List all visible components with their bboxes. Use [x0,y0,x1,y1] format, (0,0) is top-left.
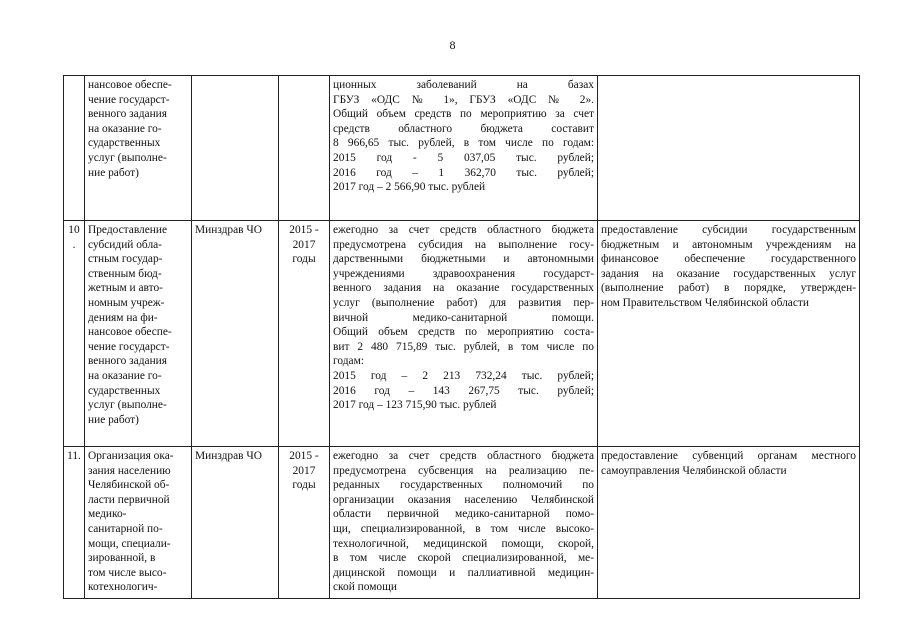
period-cell [279,447,330,599]
row-number [64,76,85,221]
text-line: ном Правительством Челябинской области [601,296,809,309]
text-line: чение государст- [88,93,170,106]
measures-description-cell [330,447,598,599]
text-line: финансовое обеспечение государственного [601,253,856,266]
text-line: ежегодно за счет средств областного бюджета [333,450,594,462]
text-line: услуг (выполне- [88,151,167,164]
text-line: зания населению [88,464,171,477]
text-line: технологичной, медицинской помощи, скорой, [333,537,594,550]
text-line: на оказание го- [88,122,162,135]
text-line: нансовое обеспе- [88,79,172,91]
text-line: ежегодно за счет средств областного бюджета [333,224,594,236]
text-line: учреждениями здравоохранения государст- [333,267,594,280]
executor-cell: Минздрав ЧО [192,447,279,599]
text-line: чение государст- [88,340,170,353]
text-line: щи, специализированной, в том числе высоко- [333,522,594,535]
row-number: 10. [64,221,85,447]
text-line: том числе высо- [88,566,167,579]
text-line: котехнологич- [88,581,158,594]
text-line: средств областного бюджета составит [333,122,594,135]
text-line: реданных государственных полномочий по [333,479,594,492]
program-measures-table [63,75,860,599]
text-line: Общий объем средств по мероприятию за счет [333,108,594,121]
text-line: услуг (выполне- [88,399,167,412]
text-line: 2015 - [289,450,319,462]
text-line: услуг (выполнение работ) для развития пер- [333,296,594,309]
text-line: сударственных [88,137,161,150]
text-line: нансовое обеспе- [88,326,172,339]
table-row [64,76,860,221]
text-line: 2015 - [289,224,319,236]
text-line: организации оказания населению Челябинской [333,493,594,506]
executor-cell: Минздрав ЧО [192,221,279,447]
text-line: (выполнение работ) в порядке, утвержден- [601,282,856,295]
text-line: 2016 год – 143 267,75 тыс. рублей; [333,384,594,397]
text-line: 2015 год - 5 037,05 тыс. рублей; [333,151,594,164]
expected-result-cell [598,447,860,599]
period-cell [279,221,330,447]
text-line: Предоставление [88,224,168,236]
text-line: венного задания [88,355,168,368]
text-line: Организация ока- [88,450,174,462]
text-line: 2017 [292,238,316,251]
text-line: на оказание го- [88,369,162,382]
text-line: самоуправления Челябинской области [601,464,787,477]
text-line: венного задания на оказание государственных [333,282,594,295]
text-line: предоставление субвенций органам местного [601,450,856,462]
text-line: ние работ) [88,166,139,179]
text-line: предусмотрена субсвенция на реализацию пе- [333,464,594,477]
expected-result-cell [598,76,860,221]
text-line: Общий объем средств по мероприятию соста- [333,326,594,339]
table-row [64,447,860,599]
table-row [64,221,860,447]
text-line: вит 2 480 715,89 тыс. рублей, в том числе по [333,340,594,353]
text-line: бюджетным и автономным учреждениям на [601,238,856,251]
text-line: дениям на фи- [88,311,158,324]
text-line: жетным и авто- [88,282,163,295]
text-line: в том числе скорой специализированной, ме- [333,552,594,565]
text-line: 8 966,65 тыс. рублей, в том числе по годам: [333,137,594,150]
text-line: ласти первичной [88,493,170,506]
text-line: ние работ) [88,413,139,426]
text-line: годам: [333,355,364,368]
text-line: задания на оказание государственных услуг [601,267,856,280]
text-line: 2016 год – 1 362,70 тыс. рублей; [333,166,594,179]
period-cell [279,76,330,221]
text-line: венного задания [88,108,168,121]
text-line: санитарной по- [88,522,163,535]
text-line: субсидий обла- [88,238,162,251]
text-line: 2017 год – 123 715,90 тыс. рублей [333,399,497,412]
text-line: Челябинской об- [88,479,170,492]
expected-result-cell [598,221,860,447]
text-line: предусмотрена субсидия на выполнение госу- [333,238,594,251]
executor-cell [192,76,279,221]
text-line: годы [292,253,316,266]
text-line: области первичной медико-санитарной помо- [333,508,594,521]
text-line: 2017 год – 2 566,90 тыс. рублей [333,181,486,194]
text-line: предоставление субсидии государственным [601,224,856,236]
text-line: медико- [88,508,127,521]
text-line: вичной медико-санитарной помощи. [333,311,594,324]
text-line: 2017 [292,464,316,477]
text-line: 2015 год – 2 213 732,24 тыс. рублей; [333,369,594,382]
text-line: годы [292,479,316,492]
text-line: зированной, в [88,552,156,565]
measure-name-cell [85,76,192,221]
measure-name-cell [85,447,192,599]
text-line: номным учреж- [88,296,165,309]
text-line: стным государ- [88,253,163,266]
text-line: дарственными бюджетными и автономными [333,253,594,266]
text-line: сударственных [88,384,161,397]
row-number: 11. [64,447,85,599]
text-line: дицинской помощи и паллиативной медицин- [333,566,594,579]
measure-name-cell [85,221,192,447]
measures-description-cell [330,221,598,447]
text-line: ской помощи [333,581,397,594]
page-number: 8 [449,38,456,52]
text-line: ционных заболеваний на базах [333,79,594,91]
text-line: ГБУЗ «ОДС № 1», ГБУЗ «ОДС № 2». [333,93,594,106]
text-line: ственным бюд- [88,267,162,280]
measures-description-cell [330,76,598,221]
text-line: мощи, специали- [88,537,171,550]
